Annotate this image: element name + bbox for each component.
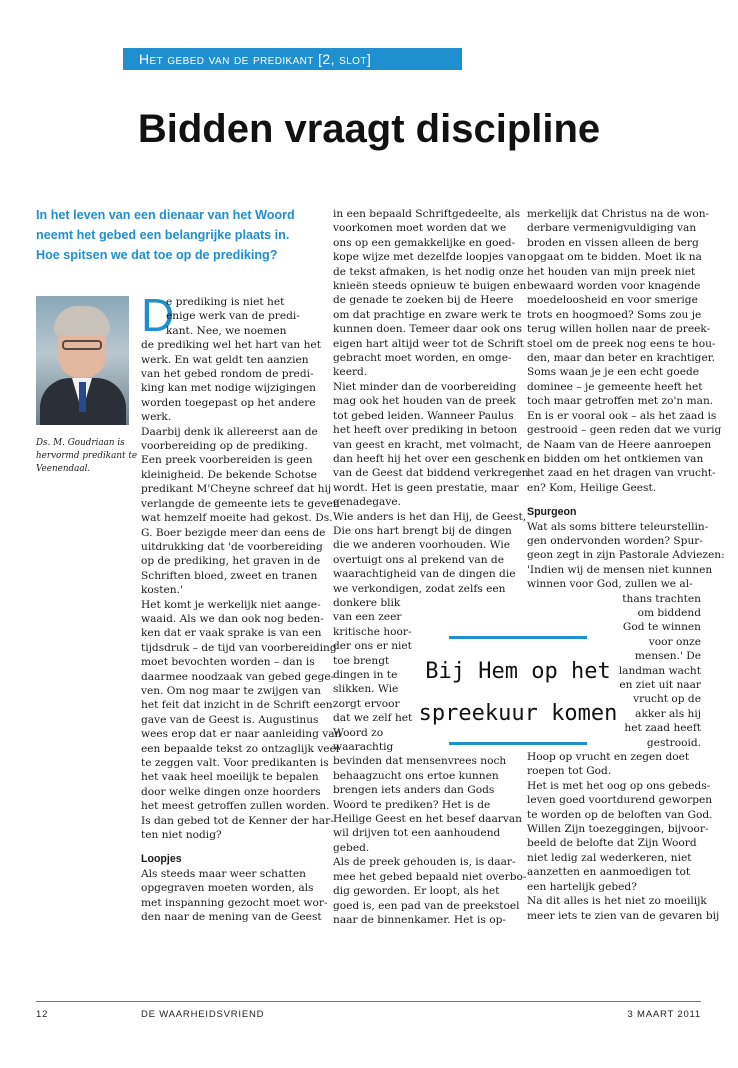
text-line: toe brengt (333, 654, 390, 667)
text-line: een hartelijk gebed? (527, 880, 637, 893)
text-line: niet ledig zal wederkeren, niet (527, 851, 692, 864)
text-line: te zeggen valt. Voor predikanten is (141, 757, 329, 769)
text-line: mag ook het houden van de preek (333, 395, 516, 408)
text-line: in een bepaald Schriftgedeelte, als (333, 208, 521, 220)
text-line: aanzetten en aanmoedigen tot (527, 866, 691, 879)
pullquote-rule-bottom (449, 742, 587, 745)
text-line: king kan met nodige wijzigingen (141, 382, 317, 395)
caption-line: Veenendaal. (36, 464, 91, 474)
text-line: roepen tot God. (527, 765, 612, 778)
text-line: G. Boer bezigde meer dan eens de (141, 526, 326, 539)
subheading: Loopjes (141, 853, 182, 866)
text-line: dan heeft hij het over een geschenk (333, 452, 526, 465)
text-line: keerd. (333, 366, 368, 379)
text-line: om biddend (637, 606, 701, 619)
text-line: kope wijze met dezelfde loopjes van (333, 251, 527, 264)
text-line: moedeloosheid en voor smerige (527, 294, 698, 307)
subheading: Spurgeon (527, 506, 577, 519)
text-line: dig geworden. Er loopt, als het (333, 885, 500, 898)
author-photo (36, 296, 129, 425)
text-line: het zaad en het dragen van vrucht- (527, 467, 716, 480)
text-line: kunnen doen. Temeer daar ook ons (333, 323, 522, 336)
text-line: zorgt ervoor (333, 697, 400, 710)
article-column-2 (333, 207, 529, 927)
text-line: Heilige Geest en het besef daarvan (333, 813, 522, 826)
intro-line: In het leven van een dienaar van het Woord (36, 208, 295, 222)
text-line: vrucht op de (633, 693, 701, 706)
text-line: op de prediking, het graven in de (141, 555, 321, 568)
text-line: Als de preek gehouden is, is daar- (333, 856, 516, 869)
text-line: slikken. Wie (333, 683, 399, 696)
text-line: waarachtigheid van de dingen die (333, 568, 516, 581)
text-line: en bidden om het ontkiemen van (527, 452, 704, 465)
text-line: dominee – je gemeente heeft het (527, 380, 703, 393)
text-line: het heeft over prediking in betoon (333, 424, 518, 437)
text-line: opgegraven moeten worden, als (141, 882, 314, 895)
pullquote-line: spreekuur komen (418, 701, 618, 726)
text-line: Het is met het oog op ons gebeds- (527, 779, 711, 792)
text-line: wordt. Het is geen prestatie, maar (333, 481, 519, 494)
text-line: ons op een gemakkelijke en goed- (333, 236, 516, 249)
text-line: Een preek voorbereiden is geen (141, 454, 313, 467)
pullquote-rule-top (449, 636, 587, 639)
text-line: Als steeds maar weer schatten (141, 867, 306, 880)
page-number: 12 (36, 1009, 49, 1020)
pullquote-line: Bij Hem op het (425, 659, 611, 684)
text-line: dat we zelf het (333, 712, 413, 725)
text-line: voorbereiding op de prediking. (141, 440, 308, 453)
text-line: thans trachten (622, 592, 701, 605)
text-line: predikant M'Cheyne schreef dat hij (141, 483, 332, 496)
text-line: enige werk van de predi- (166, 310, 300, 323)
text-line: Die ons hart brengt bij de dingen (333, 524, 512, 537)
text-line: akker als hij (635, 707, 701, 720)
text-line: e prediking is niet het (166, 296, 285, 308)
text-line: gebed. (333, 841, 370, 854)
text-line: toch maar getroffen met zo'n man. (527, 395, 714, 408)
text-line: worden toegepast op het andere (141, 396, 316, 409)
intro-line: Hoe spitsen we dat toe op de prediking? (36, 248, 278, 262)
text-line: En is er vooral ook – als het zaad is (527, 409, 717, 422)
text-line: daarmee noodzaak van gebed gege- (141, 670, 335, 683)
text-line: om dat prachtige en zware werk te (333, 308, 522, 321)
text-line: knieën steeds opnieuw te buigen en (333, 280, 527, 293)
text-line: de genade te zoeken bij de Heere (333, 294, 514, 307)
text-line: een bepaalde tekst zo ontzaglijk veel (141, 742, 340, 755)
text-line: gen ondervonden worden? Spur- (527, 534, 703, 547)
caption-line: hervormd predikant te (36, 451, 138, 461)
text-line: het zaad heeft (624, 722, 701, 735)
text-line: en ziet uit naar (619, 679, 701, 691)
text-line: geon zegt in zijn Pastorale Adviezen: (527, 549, 725, 562)
text-line: derbare vermenigvuldiging van (527, 222, 697, 235)
text-line: ven. Om nog maar te zwijgen van (141, 684, 321, 697)
article-column-1 (141, 295, 341, 924)
text-line: te worden op de beloften van God. (527, 808, 713, 821)
text-line: tot gebed leiden. Wanneer Paulus (333, 409, 514, 422)
text-line: wees erop dat er naar aanleiding van (141, 728, 342, 741)
drop-cap: D (141, 289, 175, 341)
text-line: wat hemzelf moeite had gekost. Ds. (141, 512, 333, 525)
text-line: werk. (141, 411, 172, 424)
text-line: en? Kom, Heilige Geest. (527, 481, 657, 494)
text-line: het houden van mijn preek niet (527, 265, 696, 278)
magazine-name: DE WAARHEIDSVRIEND (141, 1009, 265, 1020)
text-line: eigen hart altijd weer tot de Schrift (333, 337, 524, 350)
text-line: brengen iets anders dan Gods (333, 784, 495, 797)
text-line: Niet minder dan de voorbereiding (333, 380, 517, 393)
text-line: mensen.' De (634, 650, 701, 663)
text-line: verlangde de gemeente iets te geven (141, 497, 340, 510)
caption-line: Ds. M. Goudriaan is (36, 438, 125, 448)
text-line: trots en hoogmoed? Soms zou je (527, 308, 702, 321)
text-line: we verkondigen, zodat zelfs een (333, 582, 506, 595)
text-line: met inspanning gezocht moet wor- (141, 896, 328, 909)
text-line: uitdrukking dat 'de voorbereiding (141, 540, 323, 553)
text-line: Hoop op vrucht en zegen doet (527, 751, 690, 764)
text-line: Schriften bloed, zweet en tranen (141, 569, 318, 582)
text-line: opgaat om te bidden. Moet ik na (527, 251, 702, 264)
text-line: kant. Nee, we noemen (166, 324, 287, 337)
text-line: die we anderen voorhouden. Wie (333, 539, 511, 552)
text-line: gestrooid. (646, 736, 701, 749)
text-line: naar de binnenkamer. Het is op- (333, 913, 506, 926)
text-line: voorkomen moet worden dat we (333, 222, 507, 235)
text-line: tijdsdruk – de tijd van voorbereiding (141, 641, 337, 654)
text-line: het feit dat inzicht in de Schrift een (141, 699, 333, 712)
text-line: broden en vissen alleen de berg (527, 236, 699, 249)
text-line: dingen in te (333, 669, 398, 681)
text-line: kosten.' (141, 584, 183, 597)
text-line: Woord zo (333, 726, 384, 739)
text-line: ken dat er vaak sprake is van een (141, 627, 322, 640)
issue-date: 3 MAART 2011 (627, 1009, 701, 1020)
text-line: van een zeer (333, 611, 402, 624)
text-line: donkere blik (333, 596, 401, 609)
text-line: van geest en kracht, met volmacht, (333, 438, 523, 451)
text-line: landman wacht (618, 664, 701, 677)
intro-line: neemt het gebed een belangrijke plaats in. (36, 228, 290, 242)
text-line: Het komt je werkelijk niet aange- (141, 598, 321, 611)
section-banner: Het gebed van de predikant [2, slot] (123, 48, 462, 70)
text-line: moet bevochten worden – dan is (141, 656, 315, 669)
text-line: den naar de mening van de Geest (141, 911, 322, 924)
text-line: overtuigt ons al prekend van de (333, 553, 504, 566)
text-line: bevinden dat mensenvrees noch (333, 755, 507, 768)
pullquote (418, 651, 618, 735)
text-line: waarachtig (333, 741, 394, 754)
text-line: voor onze (648, 635, 701, 648)
text-line: merkelijk dat Christus na de won- (527, 208, 710, 220)
text-line: werk. En wat geldt ten aanzien (141, 353, 309, 366)
text-line: meer iets te zien van de gevaren bij (527, 909, 720, 922)
text-line: van het gebed rondom de predi- (141, 368, 314, 381)
text-line: winnen voor God, zullen we al- (527, 578, 693, 591)
text-line: Woord te prediken? Het is de (333, 798, 491, 811)
article-column-3 (527, 207, 725, 923)
text-line: de prediking wel het hart van het (141, 339, 321, 352)
text-line: den, maar dan beter en krachtiger. (527, 352, 715, 365)
text-line: stoel om de preek nog eens te hou- (527, 337, 716, 350)
text-line: God te winnen (622, 621, 701, 634)
text-line: Wat als soms bittere teleurstellin- (527, 520, 709, 533)
text-line: Wie anders is het dan Hij, de Geest, (333, 510, 527, 523)
text-line: der ons er niet (333, 640, 412, 653)
text-line: de Naam van de Heere aanroepen (527, 438, 712, 451)
text-line: door welke dingen onze hoorders (141, 785, 321, 798)
text-line: mee het gebed bepaald niet overbo- (333, 870, 527, 883)
text-line: Soms waan je je een echt goede (527, 366, 700, 379)
text-line: terug willen hollen naar de preek- (527, 323, 711, 336)
text-line: van de Geest dat biddend verkregen (333, 467, 529, 480)
text-line: gestrooid – geen reden dat we vurig (527, 424, 722, 437)
text-line: beeld de belofte dat Zijn Woord (527, 837, 697, 850)
text-line: kleinigheid. De bekende Schotse (141, 468, 317, 481)
intro-text (36, 205, 316, 265)
text-line: Willen Zijn toezeggingen, bijvoor- (527, 823, 709, 836)
article-title: Bidden vraagt discipline (137, 107, 601, 151)
text-line: behaagzucht ons ertoe kunnen (333, 769, 499, 782)
text-line: waaid. Als we dan ook nog beden- (141, 612, 324, 625)
text-line: kritische hoor- (333, 625, 412, 638)
photo-caption (36, 437, 136, 476)
text-line: Is dan gebed tot de Kenner der har- (141, 814, 334, 827)
text-line: Na dit alles is het niet zo moeilijk (527, 895, 707, 908)
text-line: het meest getroffen zullen worden. (141, 800, 330, 813)
footer-rule (36, 1001, 701, 1002)
text-line: ten niet nodig? (141, 829, 222, 842)
text-line: goed is, een pad van de preekstoel (333, 899, 520, 912)
text-line: wil drijven tot een aanhoudend (333, 827, 501, 840)
text-line: gave van de Geest is. Augustinus (141, 713, 319, 726)
text-line: Daarbij denk ik allereerst aan de (141, 425, 318, 438)
text-line: genadegave. (333, 496, 401, 509)
text-line: 'Indien wij de mensen niet kunnen (527, 563, 713, 576)
text-line: leven goed voortdurend geworpen (527, 794, 713, 807)
text-line: de tekst afmaken, is het nodig onze (333, 265, 524, 278)
text-line: het vaak heel moeilijk te bepalen (141, 771, 319, 784)
text-line: bewaard worden voor knagende (527, 280, 701, 293)
text-line: gebracht moet worden, en omge- (333, 352, 512, 365)
